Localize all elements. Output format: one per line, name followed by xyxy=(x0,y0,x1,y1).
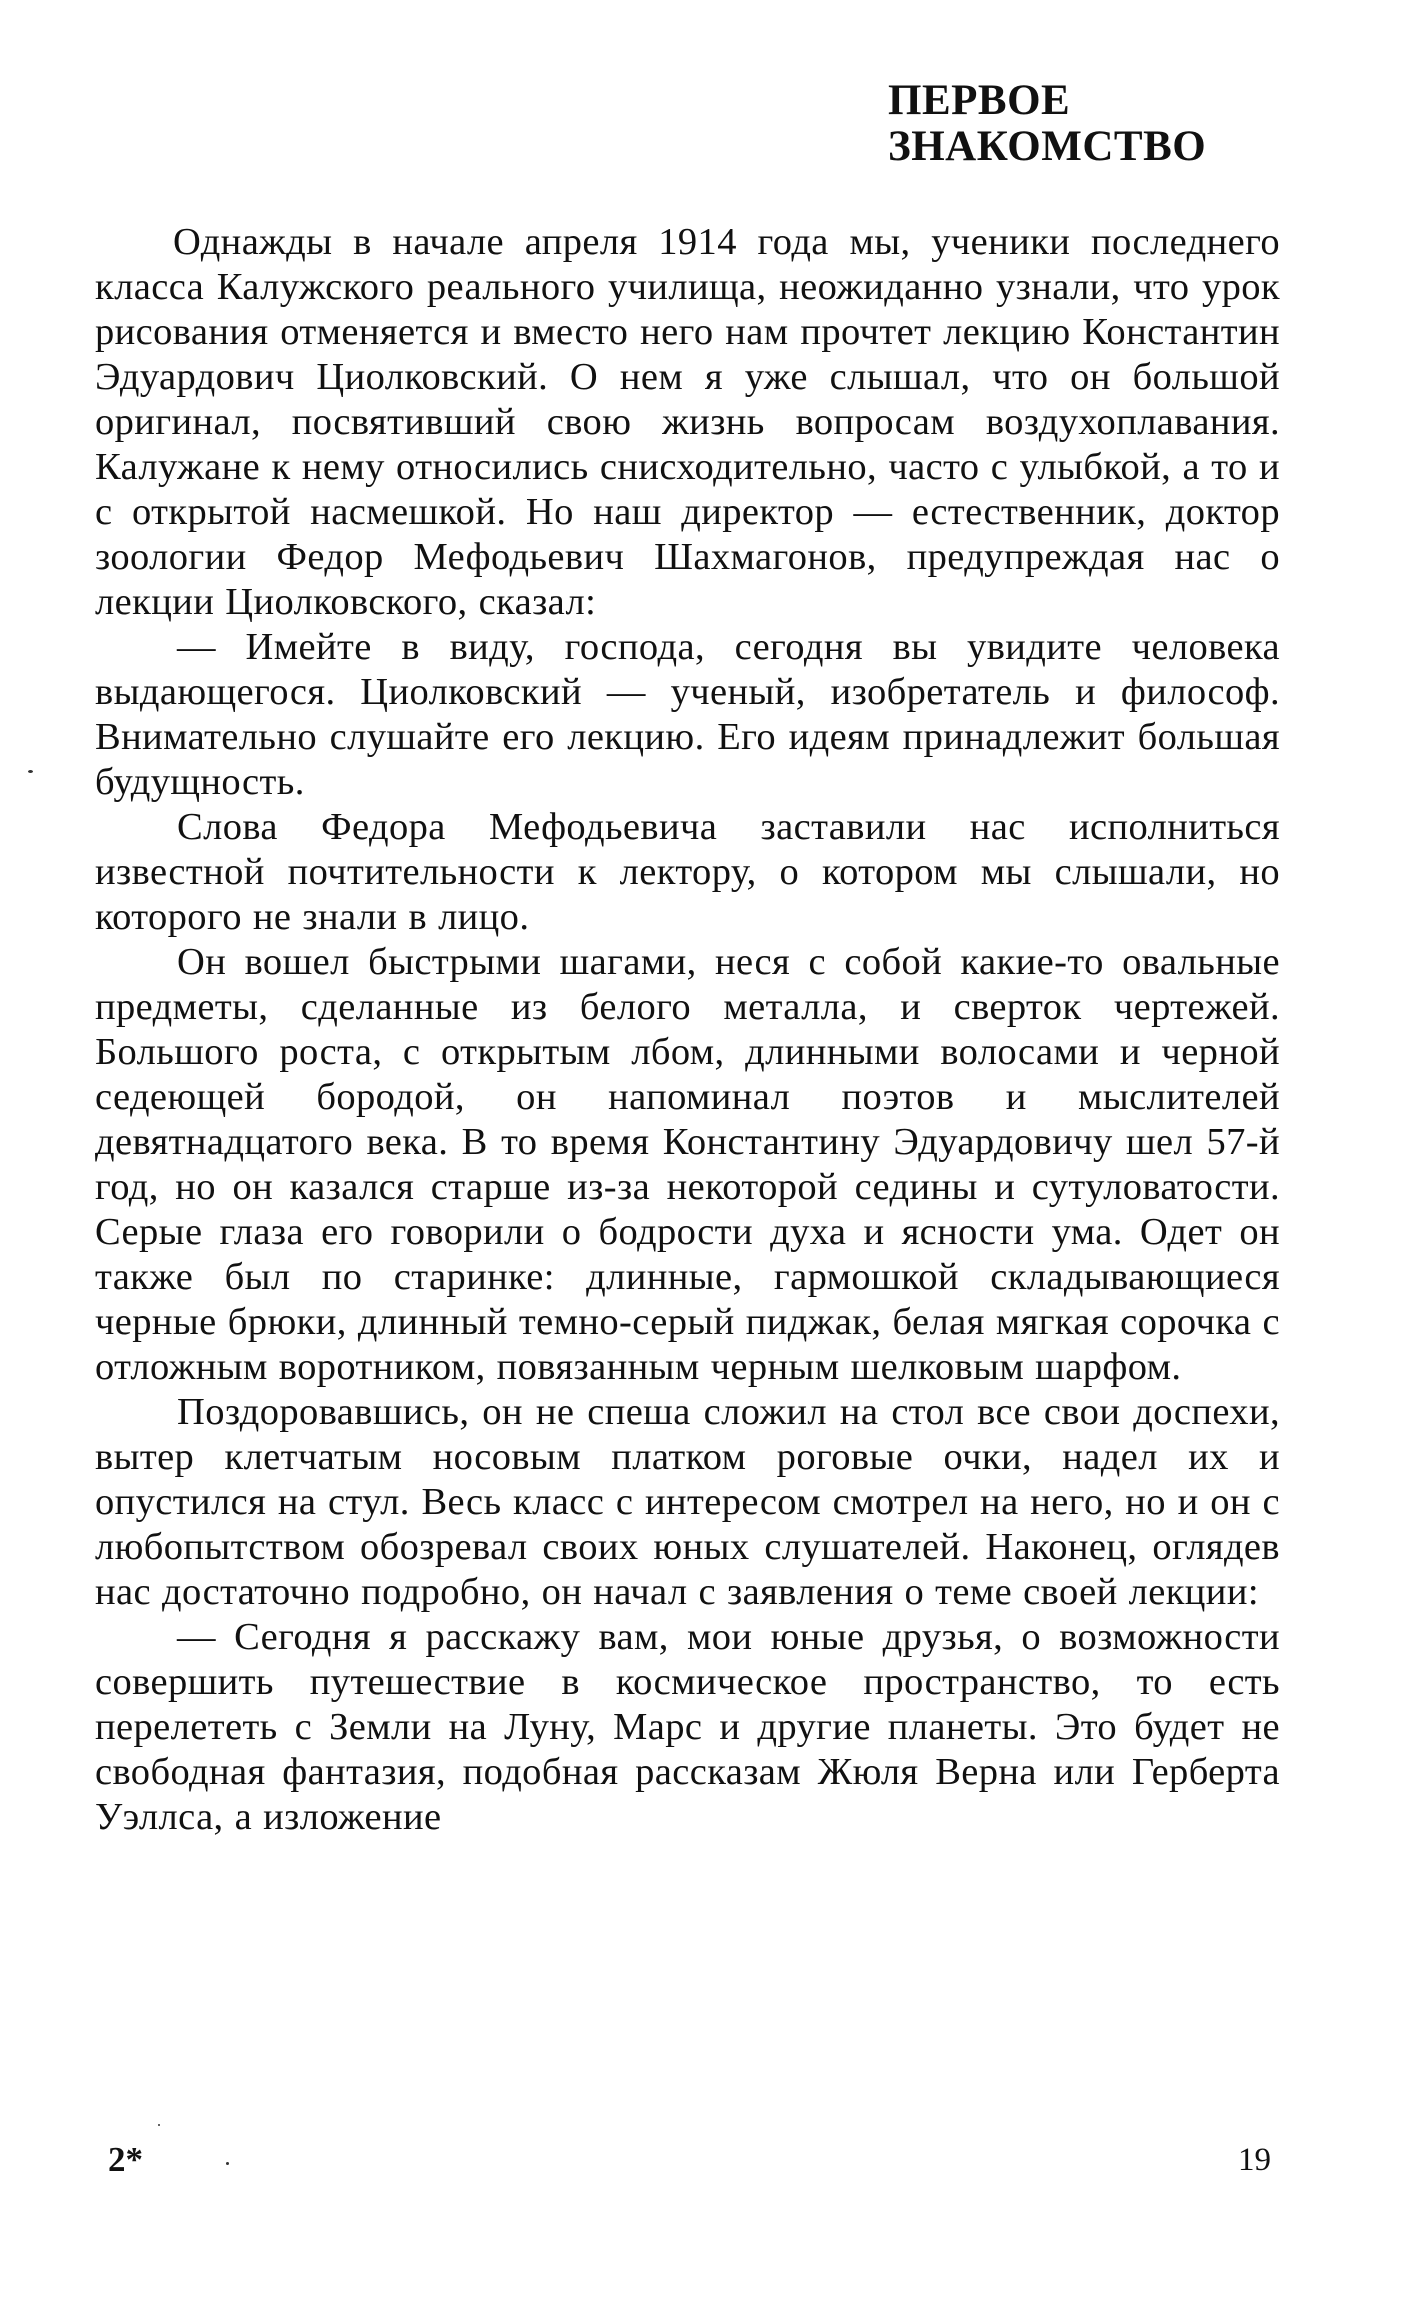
paragraph: — Сегодня я расскажу вам, мои юные друзья, о возможности совершить путешествие в космическое пространство, то есть перелететь с Земли на Луну, Марс и другие планеты. Это будет не свободная фантазия, подобная рассказам Жюля Верна или Герберта Уэллса, а изложение xyxy=(95,1616,1280,1838)
paragraph: — Имейте в виду, господа, сегодня вы увидите человека выдающегося. Циолковский — ученый, изобретатель и философ. Внимательно слушайте его лекцию. Его идеям принадлежит большая будущность. xyxy=(95,626,1280,803)
paragraph: Однажды в начале апреля 1914 года мы, ученики последнего класса Калужского реального училища, неожиданно узнали, что урок рисования отменяется и вместо него нам прочтет лекцию Константин Эдуардович Циолковский. О нем я уже слышал, что он большой оригинал, посвятивший свою жизнь вопросам воздухоплавания. Калужане к нему относились снисходительно, часто с улыбкой, а то и с открытой насмешкой. Но наш директор — естественник, доктор зоологии Федор Мефодьевич Шахмагонов, предупреждая нас о лекции Циолковского, сказал: xyxy=(95,221,1280,623)
print-speck xyxy=(28,770,33,773)
body-text xyxy=(95,220,1280,1840)
chapter-title-line-1: ПЕРВОЕ xyxy=(888,77,1071,124)
print-speck xyxy=(226,2162,229,2165)
paragraph: Поздоровавшись, он не спеша сложил на стол все свои доспехи, вытер клетчатым носовым платком роговые очки, надел их и опустился на стул. Весь класс с интересом смотрел на него, но и он с любопытством обозревал своих юных слушателей. Наконец, оглядев нас достаточно подробно, он начал с заявления о теме своей лекции: xyxy=(95,1391,1280,1613)
signature-mark: 2* xyxy=(108,2140,143,2179)
chapter-title-line-2: ЗНАКОМСТВО xyxy=(888,123,1207,170)
page-number: 19 xyxy=(1238,2142,1271,2178)
paragraph: Он вошел быстрыми шагами, неся с собой какие-то овальные предметы, сделанные из белого металла, и сверток чертежей. Большого роста, с открытым лбом, длинными волосами и черной седеющей бородой, он напоминал поэтов и мыслителей девятнадцатого века. В то время Константину Эдуардовичу шел 57-й год, но он казался старше из-за некоторой седины и сутуловатости. Серые глаза его говорили о бодрости духа и ясности ума. Одет он также был по старинке: длинные, гармошкой складывающиеся черные брюки, длинный темно-серый пиджак, белая мягкая сорочка с отложным воротником, повязанным черным шелковым шарфом. xyxy=(95,941,1280,1388)
paragraph: Слова Федора Мефодьевича заставили нас исполниться известной почтительности к лектору, о котором мы слышали, но которого не знали в лицо. xyxy=(95,806,1280,938)
chapter-title xyxy=(888,78,1206,170)
print-speck xyxy=(158,2124,160,2126)
